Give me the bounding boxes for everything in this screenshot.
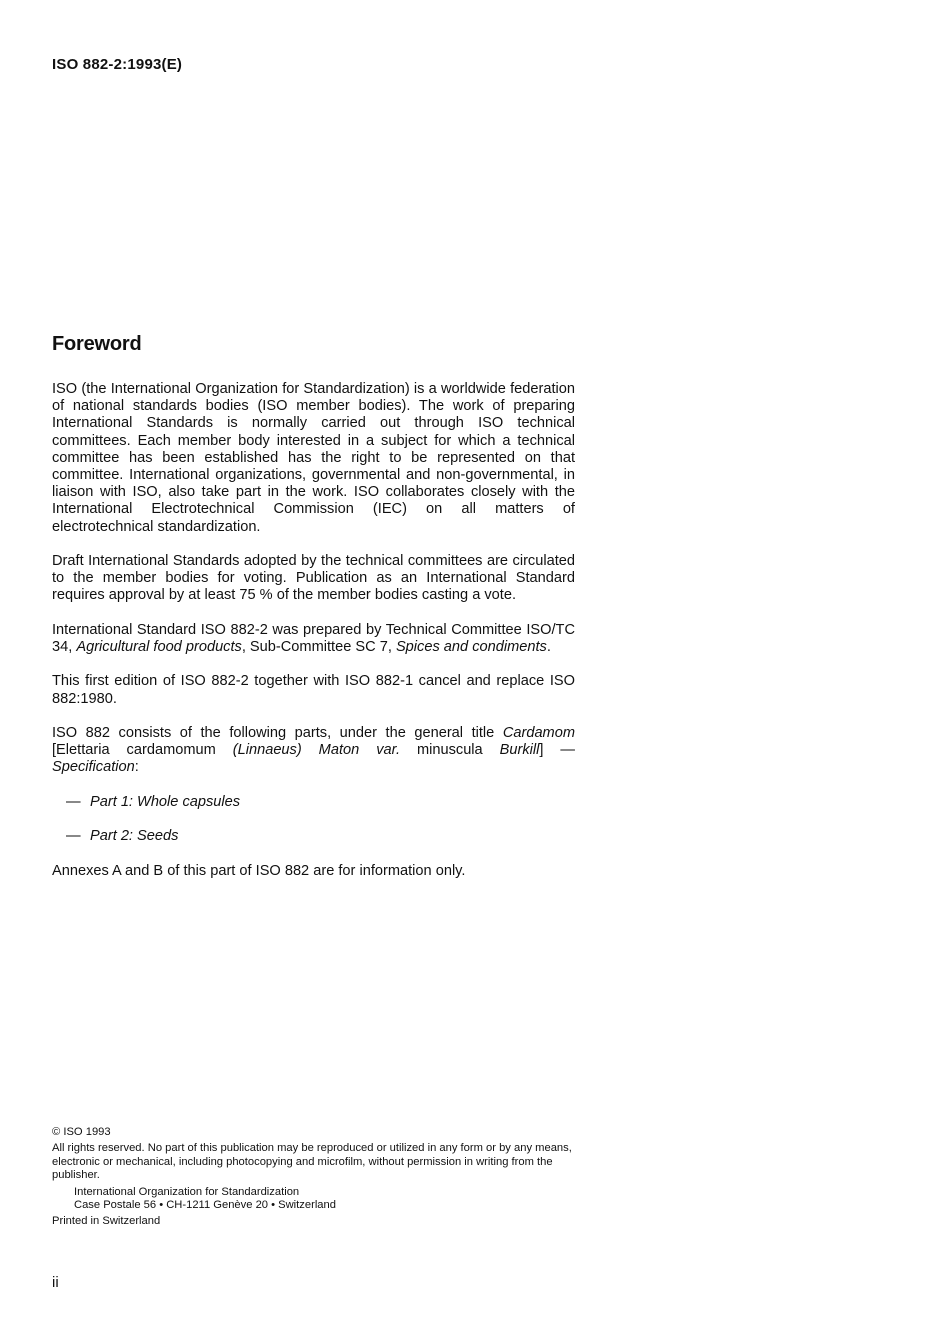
- p5-authority: (Linnaeus) Maton var.: [232, 742, 400, 759]
- p5-specification: Specification: [52, 759, 135, 776]
- printed-location: Printed in Switzerland: [52, 1215, 161, 1228]
- foreword-paragraph-4: This first edition of ISO 882-2 together with ISO 882-1 cancel and replace ISO 882:1980.: [52, 673, 575, 707]
- p5-cardamom: Cardamom: [502, 725, 575, 741]
- p3-text-e: .: [546, 639, 551, 656]
- p5-burkill: Burkill: [499, 742, 540, 759]
- copyright-notice: [52, 1126, 582, 1229]
- p5-text-g: ] —: [539, 742, 575, 759]
- p3-text-a: International Standard ISO 882-2 was prepared by Technical Committee ISO/TC 34,: [52, 621, 575, 656]
- foreword-paragraph-5: [52, 725, 575, 777]
- document-identifier: ISO 882-2:1993(E): [52, 56, 183, 73]
- list-item: [52, 794, 575, 811]
- foreword-paragraph-6: Annexes A and B of this part of ISO 882 are for information only.: [52, 862, 466, 879]
- page-number: ii: [52, 1274, 59, 1291]
- p3-committee-title: Agricultural food products: [76, 639, 242, 656]
- p5-text-c: [Elettaria cardamomum: [52, 742, 233, 759]
- p3-subcommittee-title: Spices and condiments: [395, 639, 547, 656]
- list-dash: —: [66, 793, 81, 810]
- p5-text-e: minuscula: [400, 742, 500, 759]
- organization-address: Case Postale 56 • CH-1211 Genève 20 • Switzerland: [74, 1199, 336, 1212]
- organization-name: International Organization for Standardization: [74, 1185, 300, 1198]
- copyright-line: © ISO 1993: [52, 1126, 111, 1138]
- list-item: [52, 828, 575, 845]
- p3-text-c: , Sub-Committee SC 7,: [241, 639, 396, 656]
- list-dash: —: [66, 828, 81, 845]
- foreword-body: [52, 381, 575, 897]
- foreword-paragraph-1: ISO (the International Organization for Standardization) is a worldwide federation of national standards bodies (ISO member bodies). The work of preparing International Standards is normally carried out through ISO technical committees. Each member body interested in a subject for which a technical committee has been established has the right to be represented on that committee. International organizations, governmental and non-governmental, in liaison with ISO, also take part in the work. ISO collaborates closely with the International Electrotechnical Commission (IEC) on all matters of electrotechnical standardization.: [52, 381, 575, 535]
- list-item-text: Part 1: Whole capsules: [90, 793, 241, 810]
- foreword-paragraph-2: Draft International Standards adopted by the technical committees are circulated to the member bodies for voting. Publication as an International Standard requires approval by at least 75 % of the member bodies casting a vote.: [52, 553, 575, 604]
- p5-text-i: :: [134, 759, 139, 776]
- foreword-paragraph-3: [52, 622, 575, 656]
- rights-statement: All rights reserved. No part of this publication may be reproduced or utilized in any form or by any means, electronic or mechanical, including photocopying and microfilm, without permission in writing from the publisher.: [52, 1142, 572, 1182]
- foreword-heading: Foreword: [52, 333, 142, 355]
- list-item-text: Part 2: Seeds: [90, 828, 179, 845]
- p5-text-a: ISO 882 consists of the following parts, under the general title: [52, 725, 503, 741]
